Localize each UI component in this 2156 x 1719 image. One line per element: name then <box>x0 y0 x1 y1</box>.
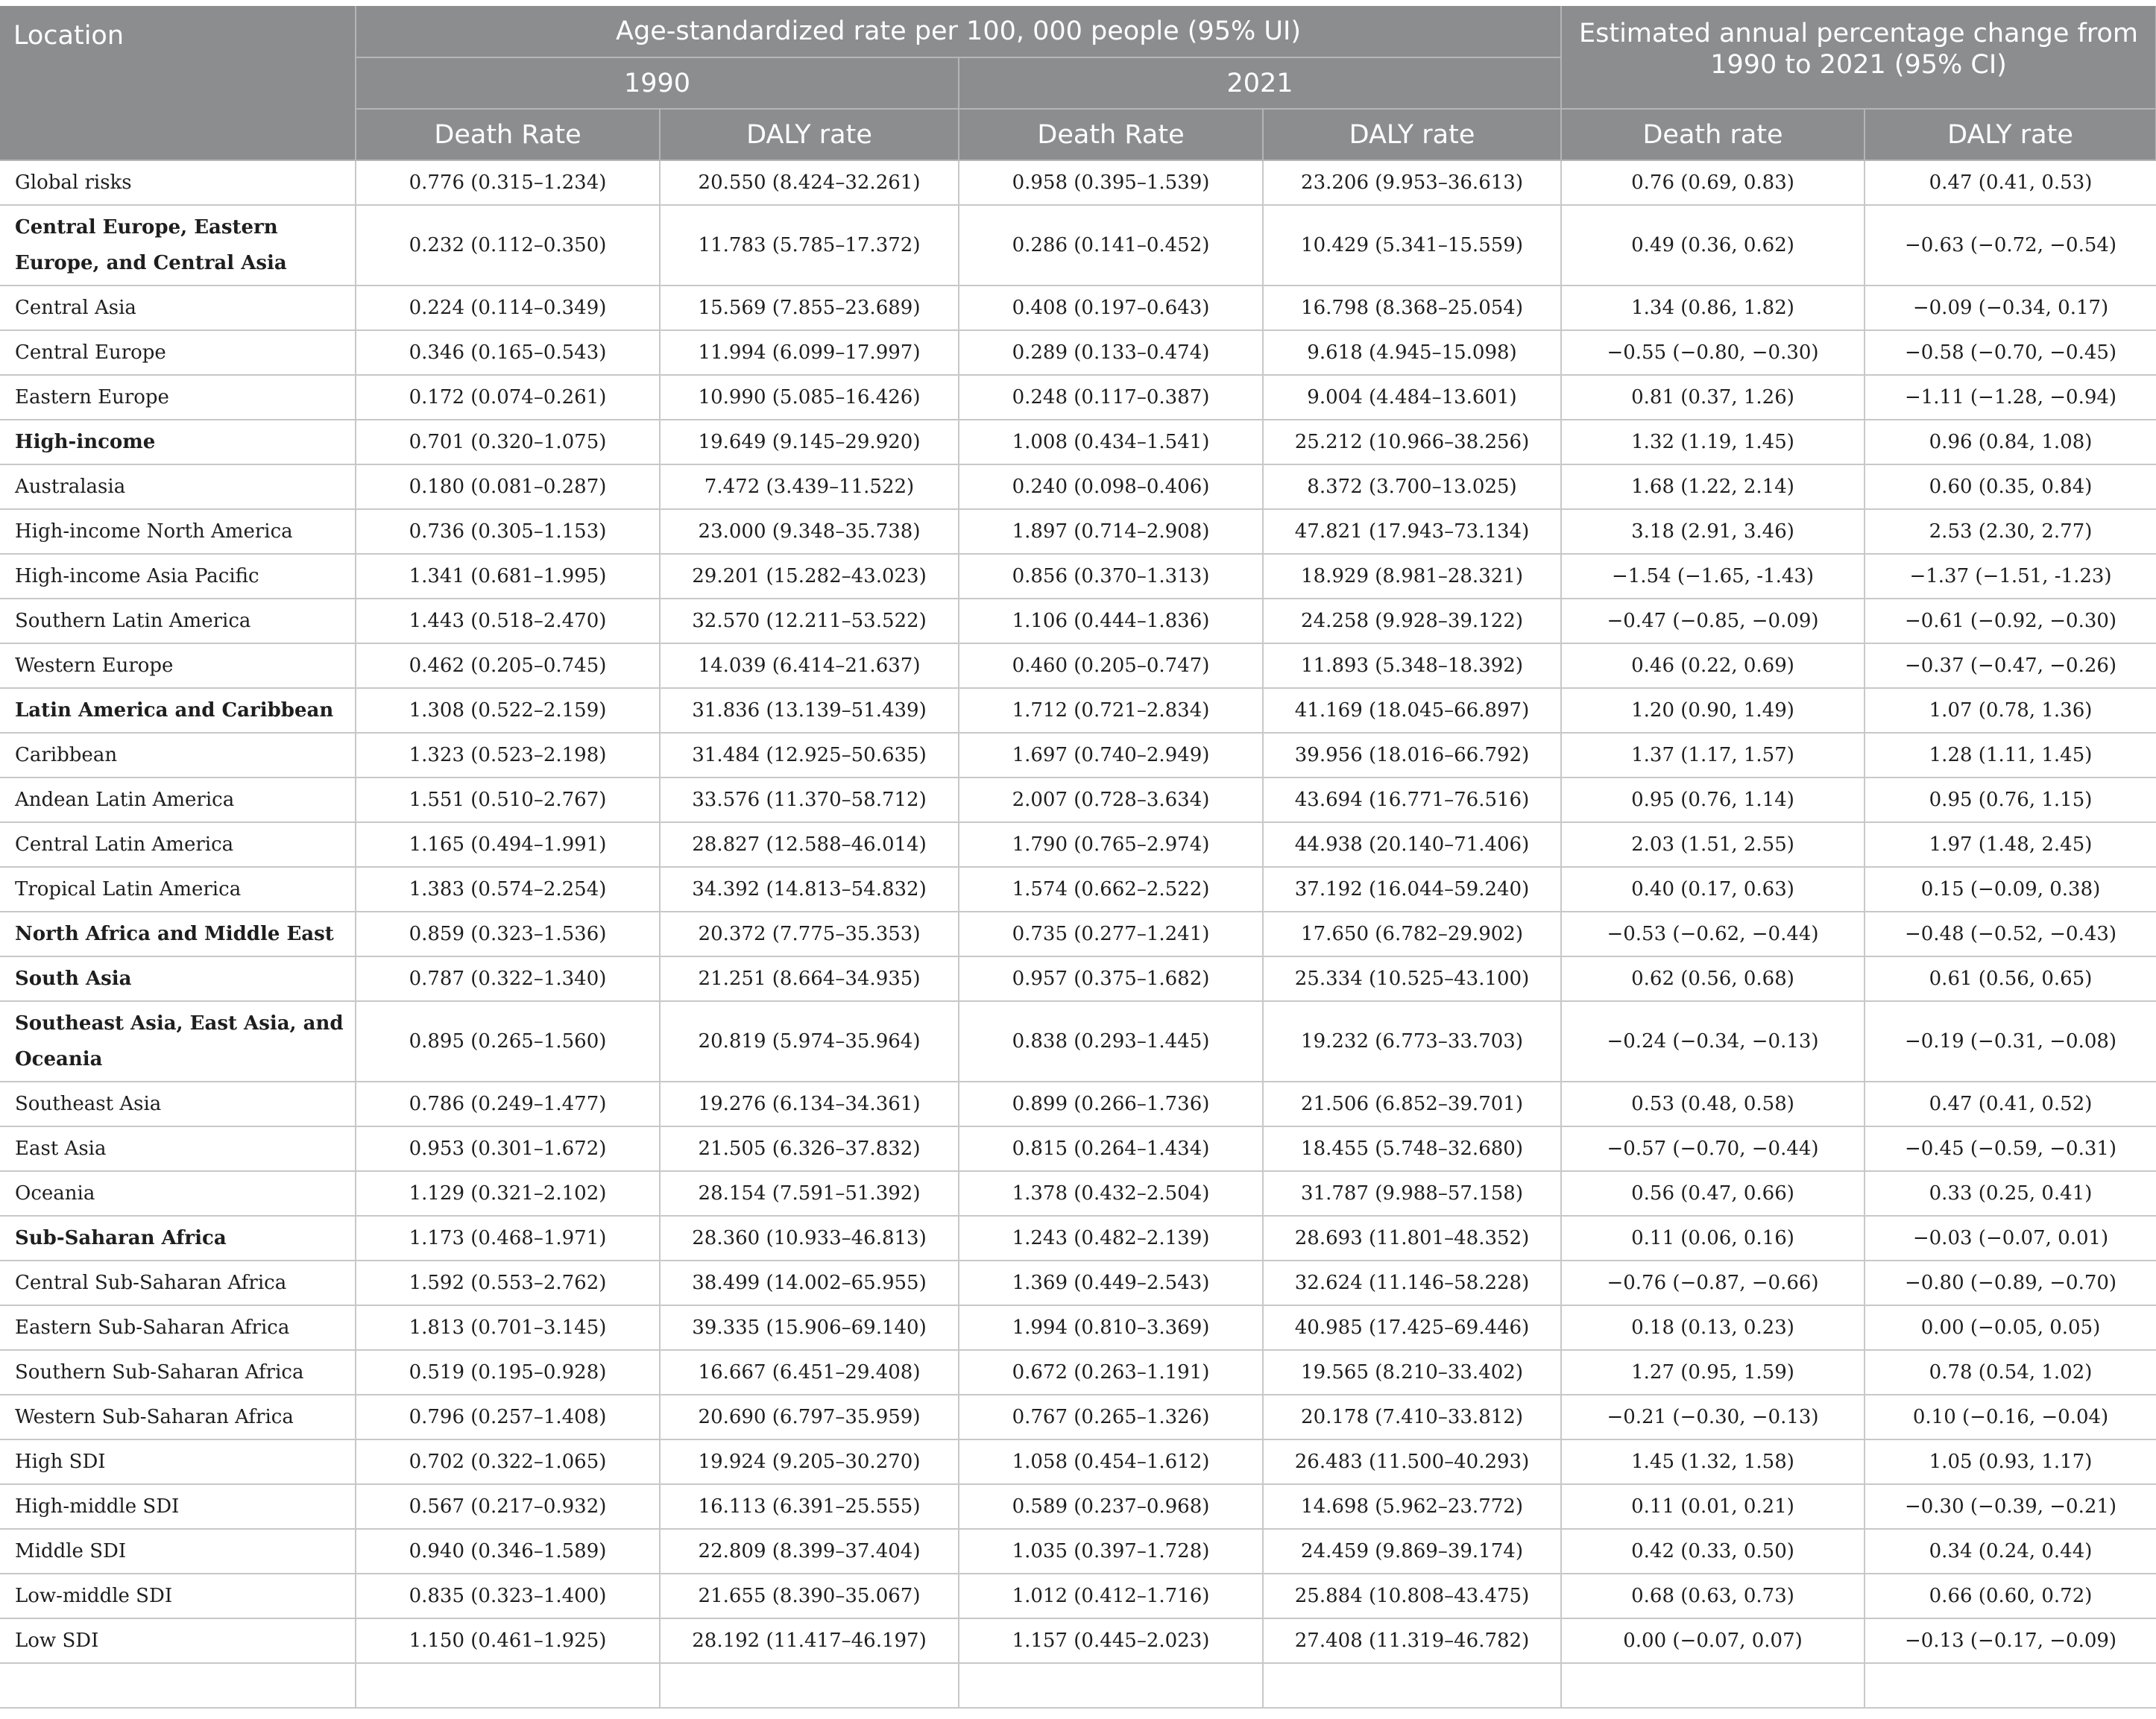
cell-location: Southeast Asia <box>0 1082 356 1126</box>
cell-death-2021: 0.838 (0.293–1.445) <box>959 1001 1263 1082</box>
cell-eapc-death: 1.68 (1.22, 2.14) <box>1561 464 1865 509</box>
cell-daly-1990: 31.836 (13.139–51.439) <box>660 688 959 733</box>
table-row <box>0 1216 2156 1261</box>
cell-death-2021: 1.697 (0.740–2.949) <box>959 733 1263 778</box>
cell-location: Eastern Europe <box>0 375 356 420</box>
cell-death-2021: 1.012 (0.412–1.716) <box>959 1574 1263 1618</box>
cell-location: North Africa and Middle East <box>0 912 356 956</box>
cell-death-1990: 0.702 (0.322–1.065) <box>356 1439 660 1484</box>
cell-eapc-death: 0.56 (0.47, 0.66) <box>1561 1171 1865 1216</box>
cell-death-2021: 1.994 (0.810–3.369) <box>959 1305 1263 1350</box>
cell-eapc-daly: 0.33 (0.25, 0.41) <box>1865 1171 2156 1216</box>
cell-eapc-daly: 0.15 (−0.09, 0.38) <box>1865 867 2156 912</box>
table-row <box>0 330 2156 375</box>
cell-eapc-daly: −0.80 (−0.89, −0.70) <box>1865 1261 2156 1305</box>
cell-eapc-daly: 0.95 (0.76, 1.15) <box>1865 778 2156 822</box>
cell-eapc-daly: 1.28 (1.11, 1.45) <box>1865 733 2156 778</box>
table-row <box>0 778 2156 822</box>
cell-death-1990: 0.895 (0.265–1.560) <box>356 1001 660 1082</box>
cell-location: Central Sub-Saharan Africa <box>0 1261 356 1305</box>
table-row <box>0 822 2156 867</box>
table-row <box>0 956 2156 1001</box>
cell-death-2021: 2.007 (0.728–3.634) <box>959 778 1263 822</box>
cell-eapc-death: 0.11 (0.06, 0.16) <box>1561 1216 1865 1261</box>
cell-eapc-daly: 1.05 (0.93, 1.17) <box>1865 1439 2156 1484</box>
cell-daly-2021: 44.938 (20.140–71.406) <box>1263 822 1561 867</box>
header-eapc-death-rate: Death rate <box>1561 109 1865 160</box>
cell-location: East Asia <box>0 1126 356 1171</box>
cell-daly-1990: 20.819 (5.974–35.964) <box>660 1001 959 1082</box>
cell-death-1990: 0.172 (0.074–0.261) <box>356 375 660 420</box>
cell-location: Eastern Sub-Saharan Africa <box>0 1305 356 1350</box>
cell-daly-2021: 19.565 (8.210–33.402) <box>1263 1350 1561 1395</box>
cell-death-2021: 1.157 (0.445–2.023) <box>959 1618 1263 1663</box>
cell-eapc-death: −0.47 (−0.85, −0.09) <box>1561 599 1865 643</box>
rates-table <box>0 6 2156 1709</box>
cell-location: Central Europe <box>0 330 356 375</box>
cell-death-1990: 0.701 (0.320–1.075) <box>356 420 660 464</box>
cell-death-2021: 1.790 (0.765–2.974) <box>959 822 1263 867</box>
cell-eapc-daly: −0.30 (−0.39, −0.21) <box>1865 1484 2156 1529</box>
cell-daly-1990: 19.924 (9.205–30.270) <box>660 1439 959 1484</box>
header-year-1990: 1990 <box>356 57 959 109</box>
cell-death-1990: 0.786 (0.249–1.477) <box>356 1082 660 1126</box>
cell-eapc-death: 1.27 (0.95, 1.59) <box>1561 1350 1865 1395</box>
cell-daly-2021: 9.618 (4.945–15.098) <box>1263 330 1561 375</box>
cell-eapc-death: −0.21 (−0.30, −0.13) <box>1561 1395 1865 1439</box>
cell-daly-2021: 10.429 (5.341–15.559) <box>1263 205 1561 286</box>
cell-daly-1990: 20.690 (6.797–35.959) <box>660 1395 959 1439</box>
cell-daly-1990: 31.484 (12.925–50.635) <box>660 733 959 778</box>
cell-death-2021: 0.899 (0.266–1.736) <box>959 1082 1263 1126</box>
table-row <box>0 1529 2156 1574</box>
header-daly-rate-1990: DALY rate <box>660 109 959 160</box>
cell-location: Central Asia <box>0 286 356 330</box>
cell-death-1990: 0.180 (0.081–0.287) <box>356 464 660 509</box>
cell-death-1990: 0.835 (0.323–1.400) <box>356 1574 660 1618</box>
cell-location: High-income Asia Pacific <box>0 554 356 599</box>
cell-eapc-death: 0.81 (0.37, 1.26) <box>1561 375 1865 420</box>
cell-daly-1990: 19.649 (9.145–29.920) <box>660 420 959 464</box>
cell-death-1990: 0.519 (0.195–0.928) <box>356 1350 660 1395</box>
cell-location: Australasia <box>0 464 356 509</box>
table-row <box>0 912 2156 956</box>
cell-eapc-death: 1.32 (1.19, 1.45) <box>1561 420 1865 464</box>
cell-eapc-daly: −0.48 (−0.52, −0.43) <box>1865 912 2156 956</box>
cell-death-2021: 1.574 (0.662–2.522) <box>959 867 1263 912</box>
cell-eapc-death: 0.49 (0.36, 0.62) <box>1561 205 1865 286</box>
cell-eapc-death: 1.45 (1.32, 1.58) <box>1561 1439 1865 1484</box>
cell-daly-1990: 11.994 (6.099–17.997) <box>660 330 959 375</box>
cell-eapc-death: 1.20 (0.90, 1.49) <box>1561 688 1865 733</box>
cell-eapc-death: −0.53 (−0.62, −0.44) <box>1561 912 1865 956</box>
cell-daly-1990: 33.576 (11.370–58.712) <box>660 778 959 822</box>
cell-death-1990: 1.308 (0.522–2.159) <box>356 688 660 733</box>
cell-location: Middle SDI <box>0 1529 356 1574</box>
cell-daly-1990: 21.251 (8.664–34.935) <box>660 956 959 1001</box>
header-eapc-group: Estimated annual percentage change from 1990 to 2021 (95% CI) <box>1561 6 2156 109</box>
cell-eapc-daly: 0.60 (0.35, 0.84) <box>1865 464 2156 509</box>
header-death-rate-1990: Death Rate <box>356 109 660 160</box>
cell-death-1990: 1.129 (0.321–2.102) <box>356 1171 660 1216</box>
table-row <box>0 160 2156 205</box>
cell-eapc-daly: −0.09 (−0.34, 0.17) <box>1865 286 2156 330</box>
cell-daly-1990: 39.335 (15.906–69.140) <box>660 1305 959 1350</box>
cell-death-1990: 1.551 (0.510–2.767) <box>356 778 660 822</box>
cell-death-2021: 0.735 (0.277–1.241) <box>959 912 1263 956</box>
cell-eapc-death: −0.57 (−0.70, −0.44) <box>1561 1126 1865 1171</box>
header-location: Location <box>0 6 356 160</box>
cell-daly-2021: 20.178 (7.410–33.812) <box>1263 1395 1561 1439</box>
cell-eapc-death: 0.11 (0.01, 0.21) <box>1561 1484 1865 1529</box>
cell-location: Western Sub-Saharan Africa <box>0 1395 356 1439</box>
cell-death-2021: 0.958 (0.395–1.539) <box>959 160 1263 205</box>
cell-death-1990: 0.224 (0.114–0.349) <box>356 286 660 330</box>
cell-death-2021: 0.408 (0.197–0.643) <box>959 286 1263 330</box>
cell-eapc-daly: −0.03 (−0.07, 0.01) <box>1865 1216 2156 1261</box>
cell-daly-2021: 43.694 (16.771–76.516) <box>1263 778 1561 822</box>
header-year-2021: 2021 <box>959 57 1561 109</box>
cell-daly-2021: 23.206 (9.953–36.613) <box>1263 160 1561 205</box>
cell-daly-2021: 8.372 (3.700–13.025) <box>1263 464 1561 509</box>
cell-daly-1990: 28.827 (12.588–46.014) <box>660 822 959 867</box>
cell-daly-1990: 21.655 (8.390–35.067) <box>660 1574 959 1618</box>
cell-daly-2021: 21.506 (6.852–39.701) <box>1263 1082 1561 1126</box>
cell-daly-2021: 32.624 (11.146–58.228) <box>1263 1261 1561 1305</box>
cell-death-1990: 0.567 (0.217–0.932) <box>356 1484 660 1529</box>
cell-death-2021: 1.058 (0.454–1.612) <box>959 1439 1263 1484</box>
cell-daly-1990: 14.039 (6.414–21.637) <box>660 643 959 688</box>
cell-daly-2021: 25.334 (10.525–43.100) <box>1263 956 1561 1001</box>
cell-death-1990: 0.953 (0.301–1.672) <box>356 1126 660 1171</box>
cell-death-2021: 0.767 (0.265–1.326) <box>959 1395 1263 1439</box>
cell-eapc-death: 0.40 (0.17, 0.63) <box>1561 867 1865 912</box>
cell-daly-1990: 7.472 (3.439–11.522) <box>660 464 959 509</box>
cell-daly-2021: 26.483 (11.500–40.293) <box>1263 1439 1561 1484</box>
table-row <box>0 554 2156 599</box>
cell-location: Low SDI <box>0 1618 356 1663</box>
cell-daly-2021: 18.929 (8.981–28.321) <box>1263 554 1561 599</box>
cell-daly-1990 <box>660 1663 959 1708</box>
cell-location: High-income North America <box>0 509 356 554</box>
cell-death-1990: 0.859 (0.323–1.536) <box>356 912 660 956</box>
cell-location: High-middle SDI <box>0 1484 356 1529</box>
header-daly-rate-2021: DALY rate <box>1263 109 1561 160</box>
cell-death-2021: 0.248 (0.117–0.387) <box>959 375 1263 420</box>
cell-eapc-daly: 0.47 (0.41, 0.52) <box>1865 1082 2156 1126</box>
cell-location: Southern Sub-Saharan Africa <box>0 1350 356 1395</box>
cell-location: Southern Latin America <box>0 599 356 643</box>
cell-daly-1990: 28.360 (10.933–46.813) <box>660 1216 959 1261</box>
cell-eapc-daly: −0.37 (−0.47, −0.26) <box>1865 643 2156 688</box>
cell-eapc-daly: 0.10 (−0.16, −0.04) <box>1865 1395 2156 1439</box>
cell-daly-1990: 16.113 (6.391–25.555) <box>660 1484 959 1529</box>
cell-daly-1990: 29.201 (15.282–43.023) <box>660 554 959 599</box>
cell-eapc-death: 1.34 (0.86, 1.82) <box>1561 286 1865 330</box>
cell-death-1990: 0.736 (0.305–1.153) <box>356 509 660 554</box>
cell-daly-2021: 14.698 (5.962–23.772) <box>1263 1484 1561 1529</box>
table-header <box>0 6 2156 160</box>
cell-daly-1990: 21.505 (6.326–37.832) <box>660 1126 959 1171</box>
cell-eapc-daly <box>1865 1663 2156 1708</box>
table-row <box>0 420 2156 464</box>
cell-death-2021: 0.289 (0.133–0.474) <box>959 330 1263 375</box>
cell-eapc-death <box>1561 1663 1865 1708</box>
table-row <box>0 643 2156 688</box>
cell-eapc-daly: 0.00 (−0.05, 0.05) <box>1865 1305 2156 1350</box>
cell-death-2021: 1.897 (0.714–2.908) <box>959 509 1263 554</box>
cell-eapc-death: 3.18 (2.91, 3.46) <box>1561 509 1865 554</box>
cell-daly-2021: 24.459 (9.869–39.174) <box>1263 1529 1561 1574</box>
cell-eapc-death: 0.76 (0.69, 0.83) <box>1561 160 1865 205</box>
table-row <box>0 509 2156 554</box>
cell-eapc-daly: 0.96 (0.84, 1.08) <box>1865 420 2156 464</box>
table-row <box>0 375 2156 420</box>
cell-location: Western Europe <box>0 643 356 688</box>
cell-daly-1990: 28.192 (11.417–46.197) <box>660 1618 959 1663</box>
cell-eapc-daly: 1.07 (0.78, 1.36) <box>1865 688 2156 733</box>
cell-eapc-daly: 0.61 (0.56, 0.65) <box>1865 956 2156 1001</box>
table-row <box>0 1171 2156 1216</box>
header-eapc-daly-rate: DALY rate <box>1865 109 2156 160</box>
cell-eapc-death: 2.03 (1.51, 2.55) <box>1561 822 1865 867</box>
cell-daly-2021: 11.893 (5.348–18.392) <box>1263 643 1561 688</box>
cell-death-1990: 0.776 (0.315–1.234) <box>356 160 660 205</box>
cell-daly-2021: 41.169 (18.045–66.897) <box>1263 688 1561 733</box>
table-row <box>0 1395 2156 1439</box>
cell-death-2021: 1.008 (0.434–1.541) <box>959 420 1263 464</box>
cell-daly-1990: 22.809 (8.399–37.404) <box>660 1529 959 1574</box>
cell-location: Latin America and Caribbean <box>0 688 356 733</box>
cell-death-1990: 0.940 (0.346–1.589) <box>356 1529 660 1574</box>
cell-eapc-daly: 1.97 (1.48, 2.45) <box>1865 822 2156 867</box>
table-row <box>0 1001 2156 1082</box>
cell-daly-1990: 16.667 (6.451–29.408) <box>660 1350 959 1395</box>
cell-death-1990: 1.813 (0.701–3.145) <box>356 1305 660 1350</box>
cell-daly-2021: 17.650 (6.782–29.902) <box>1263 912 1561 956</box>
cell-eapc-death: −0.76 (−0.87, −0.66) <box>1561 1261 1865 1305</box>
cell-daly-1990: 15.569 (7.855–23.689) <box>660 286 959 330</box>
cell-death-2021: 0.672 (0.263–1.191) <box>959 1350 1263 1395</box>
table-row <box>0 1663 2156 1708</box>
cell-eapc-death: −0.24 (−0.34, −0.13) <box>1561 1001 1865 1082</box>
cell-death-1990: 1.323 (0.523–2.198) <box>356 733 660 778</box>
cell-daly-2021: 24.258 (9.928–39.122) <box>1263 599 1561 643</box>
cell-death-1990: 0.232 (0.112–0.350) <box>356 205 660 286</box>
cell-location: Low-middle SDI <box>0 1574 356 1618</box>
cell-daly-2021: 16.798 (8.368–25.054) <box>1263 286 1561 330</box>
table-row <box>0 205 2156 286</box>
cell-death-2021: 0.589 (0.237–0.968) <box>959 1484 1263 1529</box>
cell-death-1990: 1.383 (0.574–2.254) <box>356 867 660 912</box>
cell-death-2021: 1.106 (0.444–1.836) <box>959 599 1263 643</box>
cell-death-1990: 1.165 (0.494–1.991) <box>356 822 660 867</box>
table-row <box>0 733 2156 778</box>
table-row <box>0 1305 2156 1350</box>
cell-eapc-death: 0.46 (0.22, 0.69) <box>1561 643 1865 688</box>
cell-eapc-death: 0.68 (0.63, 0.73) <box>1561 1574 1865 1618</box>
cell-daly-1990: 28.154 (7.591–51.392) <box>660 1171 959 1216</box>
cell-location: Tropical Latin America <box>0 867 356 912</box>
cell-eapc-daly: −0.61 (−0.92, −0.30) <box>1865 599 2156 643</box>
cell-location: South Asia <box>0 956 356 1001</box>
cell-eapc-death: 0.00 (−0.07, 0.07) <box>1561 1618 1865 1663</box>
cell-daly-2021: 25.212 (10.966–38.256) <box>1263 420 1561 464</box>
cell-eapc-daly: −1.11 (−1.28, −0.94) <box>1865 375 2156 420</box>
cell-daly-2021: 27.408 (11.319–46.782) <box>1263 1618 1561 1663</box>
cell-death-2021 <box>959 1663 1263 1708</box>
cell-death-1990: 1.341 (0.681–1.995) <box>356 554 660 599</box>
cell-eapc-death: 1.37 (1.17, 1.57) <box>1561 733 1865 778</box>
cell-eapc-death: −1.54 (−1.65, -1.43) <box>1561 554 1865 599</box>
cell-daly-2021: 40.985 (17.425–69.446) <box>1263 1305 1561 1350</box>
cell-death-2021: 0.957 (0.375–1.682) <box>959 956 1263 1001</box>
cell-death-1990: 0.787 (0.322–1.340) <box>356 956 660 1001</box>
cell-location: Global risks <box>0 160 356 205</box>
cell-location: High SDI <box>0 1439 356 1484</box>
table-row <box>0 1126 2156 1171</box>
cell-location: Caribbean <box>0 733 356 778</box>
cell-eapc-daly: −0.63 (−0.72, −0.54) <box>1865 205 2156 286</box>
table-row <box>0 1484 2156 1529</box>
cell-daly-2021: 39.956 (18.016–66.792) <box>1263 733 1561 778</box>
cell-death-2021: 1.035 (0.397–1.728) <box>959 1529 1263 1574</box>
cell-eapc-daly: −0.58 (−0.70, −0.45) <box>1865 330 2156 375</box>
cell-eapc-daly: −0.45 (−0.59, −0.31) <box>1865 1126 2156 1171</box>
cell-daly-1990: 19.276 (6.134–34.361) <box>660 1082 959 1126</box>
cell-death-2021: 1.712 (0.721–2.834) <box>959 688 1263 733</box>
table-row <box>0 1261 2156 1305</box>
cell-location <box>0 1663 356 1708</box>
cell-death-2021: 0.460 (0.205–0.747) <box>959 643 1263 688</box>
cell-eapc-daly: 0.47 (0.41, 0.53) <box>1865 160 2156 205</box>
cell-death-1990: 0.346 (0.165–0.543) <box>356 330 660 375</box>
cell-daly-1990: 34.392 (14.813–54.832) <box>660 867 959 912</box>
table-row <box>0 464 2156 509</box>
cell-death-1990 <box>356 1663 660 1708</box>
table-row <box>0 1618 2156 1663</box>
cell-daly-1990: 38.499 (14.002–65.955) <box>660 1261 959 1305</box>
cell-eapc-death: −0.55 (−0.80, −0.30) <box>1561 330 1865 375</box>
cell-daly-1990: 23.000 (9.348–35.738) <box>660 509 959 554</box>
cell-eapc-death: 0.18 (0.13, 0.23) <box>1561 1305 1865 1350</box>
cell-location: Southeast Asia, East Asia, and Oceania <box>0 1001 356 1082</box>
cell-eapc-death: 0.53 (0.48, 0.58) <box>1561 1082 1865 1126</box>
header-rate-group: Age-standardized rate per 100, 000 people (95% UI) <box>356 6 1561 57</box>
cell-daly-2021: 31.787 (9.988–57.158) <box>1263 1171 1561 1216</box>
cell-daly-1990: 32.570 (12.211–53.522) <box>660 599 959 643</box>
cell-location: Central Europe, Eastern Europe, and Central Asia <box>0 205 356 286</box>
cell-death-2021: 1.378 (0.432–2.504) <box>959 1171 1263 1216</box>
table-row <box>0 688 2156 733</box>
cell-daly-2021: 37.192 (16.044–59.240) <box>1263 867 1561 912</box>
cell-eapc-daly: −0.13 (−0.17, −0.09) <box>1865 1618 2156 1663</box>
cell-death-2021: 1.369 (0.449–2.543) <box>959 1261 1263 1305</box>
cell-daly-2021: 25.884 (10.808–43.475) <box>1263 1574 1561 1618</box>
cell-daly-2021: 28.693 (11.801–48.352) <box>1263 1216 1561 1261</box>
table-row <box>0 1082 2156 1126</box>
cell-death-2021: 0.856 (0.370–1.313) <box>959 554 1263 599</box>
cell-death-1990: 0.796 (0.257–1.408) <box>356 1395 660 1439</box>
cell-eapc-death: 0.42 (0.33, 0.50) <box>1561 1529 1865 1574</box>
header-death-rate-2021: Death Rate <box>959 109 1263 160</box>
cell-location: Sub-Saharan Africa <box>0 1216 356 1261</box>
cell-location: Andean Latin America <box>0 778 356 822</box>
table-row <box>0 1350 2156 1395</box>
cell-death-1990: 1.592 (0.553–2.762) <box>356 1261 660 1305</box>
cell-death-2021: 0.286 (0.141–0.452) <box>959 205 1263 286</box>
cell-eapc-death: 0.95 (0.76, 1.14) <box>1561 778 1865 822</box>
cell-eapc-daly: 2.53 (2.30, 2.77) <box>1865 509 2156 554</box>
cell-eapc-death: 0.62 (0.56, 0.68) <box>1561 956 1865 1001</box>
cell-death-2021: 0.240 (0.098–0.406) <box>959 464 1263 509</box>
table-row <box>0 1574 2156 1618</box>
cell-eapc-daly: −0.19 (−0.31, −0.08) <box>1865 1001 2156 1082</box>
cell-death-1990: 0.462 (0.205–0.745) <box>356 643 660 688</box>
cell-daly-1990: 20.372 (7.775–35.353) <box>660 912 959 956</box>
cell-death-2021: 1.243 (0.482–2.139) <box>959 1216 1263 1261</box>
cell-daly-1990: 10.990 (5.085–16.426) <box>660 375 959 420</box>
cell-death-2021: 0.815 (0.264–1.434) <box>959 1126 1263 1171</box>
cell-eapc-daly: 0.78 (0.54, 1.02) <box>1865 1350 2156 1395</box>
table-row <box>0 599 2156 643</box>
cell-location: Oceania <box>0 1171 356 1216</box>
table-row <box>0 1439 2156 1484</box>
table-body <box>0 160 2156 1708</box>
cell-death-1990: 1.173 (0.468–1.971) <box>356 1216 660 1261</box>
table-row <box>0 286 2156 330</box>
cell-daly-2021: 18.455 (5.748–32.680) <box>1263 1126 1561 1171</box>
cell-death-1990: 1.443 (0.518–2.470) <box>356 599 660 643</box>
cell-daly-2021: 19.232 (6.773–33.703) <box>1263 1001 1561 1082</box>
cell-location: High-income <box>0 420 356 464</box>
cell-daly-1990: 11.783 (5.785–17.372) <box>660 205 959 286</box>
cell-death-1990: 1.150 (0.461–1.925) <box>356 1618 660 1663</box>
cell-eapc-daly: −1.37 (−1.51, -1.23) <box>1865 554 2156 599</box>
cell-daly-2021: 9.004 (4.484–13.601) <box>1263 375 1561 420</box>
cell-daly-2021 <box>1263 1663 1561 1708</box>
cell-eapc-daly: 0.34 (0.24, 0.44) <box>1865 1529 2156 1574</box>
cell-daly-2021: 47.821 (17.943–73.134) <box>1263 509 1561 554</box>
cell-daly-1990: 20.550 (8.424–32.261) <box>660 160 959 205</box>
cell-eapc-daly: 0.66 (0.60, 0.72) <box>1865 1574 2156 1618</box>
cell-location: Central Latin America <box>0 822 356 867</box>
table-row <box>0 867 2156 912</box>
